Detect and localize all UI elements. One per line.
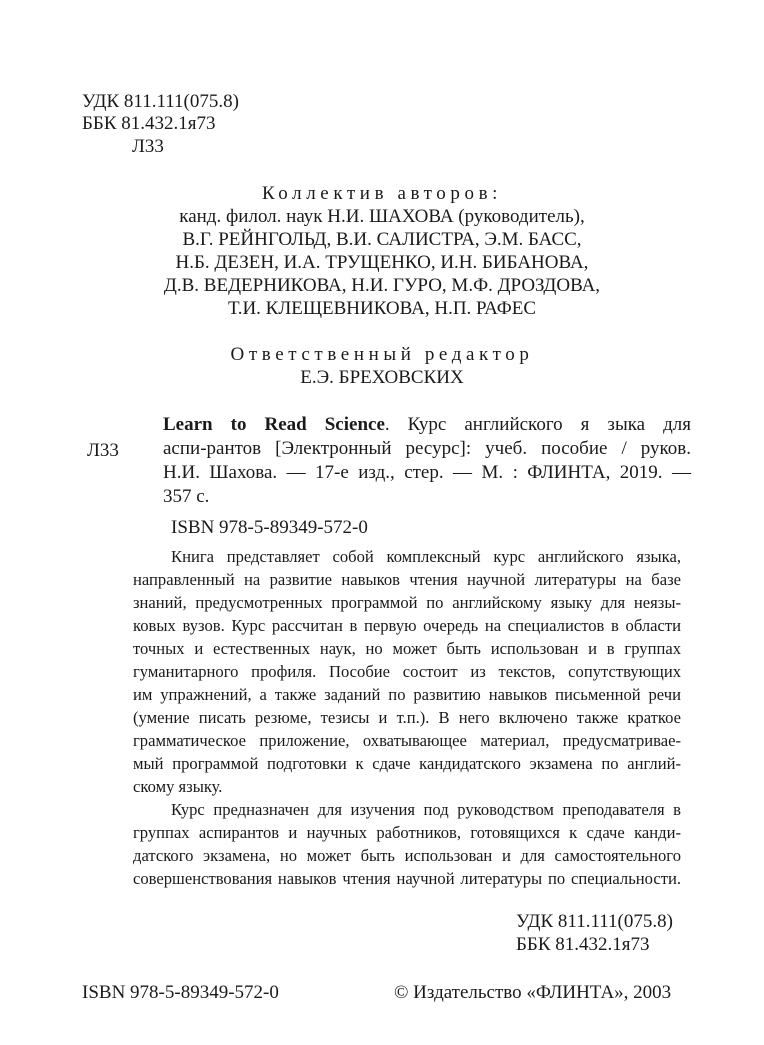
annotation-line: знаний, предусмотренных программой по английскому языку для неязы- (133, 593, 681, 612)
footer-isbn: ISBN 978-5-89349-572-0 (82, 982, 279, 1003)
footer-bbk-code: ББК 81.432.1я73 (516, 934, 650, 955)
annotation-line: скому языку. (133, 777, 223, 796)
bbk-code: ББК 81.432.1я73 (82, 113, 216, 134)
isbn-record: ISBN 978-5-89349-572-0 (171, 517, 368, 538)
annotation-line: совершенствования навыков чтения научной литературы по специальности. (133, 869, 681, 888)
author-line: Т.И. КЛЕЩЕВНИКОВА, Н.П. РАФЕС (228, 298, 536, 319)
annotation-line: грамматическое приложение, охватывающее материал, предусматривае- (133, 731, 681, 750)
book-title: Learn to Read Science (163, 414, 385, 435)
bib-line-4: 357 с. (163, 486, 210, 507)
annotation-line: Курс предназначен для изучения под руководством преподавателя в (171, 800, 681, 819)
annotation-line: ковых вузов. Курс рассчитан в первую очередь на специалистов в области (133, 616, 681, 635)
editor-name: Е.Э. БРЕХОВСКИХ (300, 367, 464, 388)
annotation-line: датского экзамена, но может быть использован и для самостоятельного (133, 846, 681, 865)
annotation-line: Книга представляет собой комплексный курс английского языка, (171, 547, 681, 566)
author-line: Н.Б. ДЕЗЕН, И.А. ТРУЩЕНКО, И.Н. БИБАНОВА, (175, 252, 589, 273)
bib-line-1: Learn to Read Science. Курс английского я зыка для (163, 414, 691, 435)
annotation-line: точных и естественных наук, но может быть использован и в группах (133, 639, 681, 658)
author-line: канд. филол. наук Н.И. ШАХОВА (руководитель), (179, 206, 585, 227)
annotation-line: им упражнений, а также заданий по развитию навыков письменной речи (133, 685, 681, 704)
annotation-line: группах аспирантов и научных работников, готовящихся к сдаче канди- (133, 823, 681, 842)
editor-heading: Ответственный редактор (230, 344, 534, 365)
footer-udk-code: УДК 811.111(075.8) (516, 911, 673, 932)
annotation-line: (умение писать резюме, тезисы и т.п.). В него включено также краткое (133, 708, 681, 727)
annotation-line: направленный на развитие навыков чтения научной литературы на базе (133, 570, 681, 589)
bib-line-3: Н.И. Шахова. — 17-е изд., стер. — М. : ФЛИНТА, 2019. — (163, 462, 691, 483)
bib-mark: Л33 (87, 440, 119, 461)
bib-line-2: аспи-рантов [Электронный ресурс]: учеб. пособие / руков. (163, 438, 691, 459)
authors-heading: Коллектив авторов: (261, 183, 503, 204)
author-line: Д.В. ВЕДЕРНИКОВА, Н.И. ГУРО, М.Ф. ДРОЗДОВА, (163, 275, 601, 296)
annotation-line: мый программой подготовки к сдаче кандидатского экзамена по англий- (133, 754, 681, 773)
author-line: В.Г. РЕЙНГОЛЬД, В.И. САЛИСТРА, Э.М. БАСС, (182, 229, 582, 250)
udk-code: УДК 811.111(075.8) (82, 91, 239, 112)
author-mark: Л33 (132, 136, 164, 157)
copyright-notice: © Издательство «ФЛИНТА», 2003 (394, 982, 672, 1003)
annotation-line: гуманитарного профиля. Пособие состоит из текстов, сопутствующих (133, 662, 681, 681)
